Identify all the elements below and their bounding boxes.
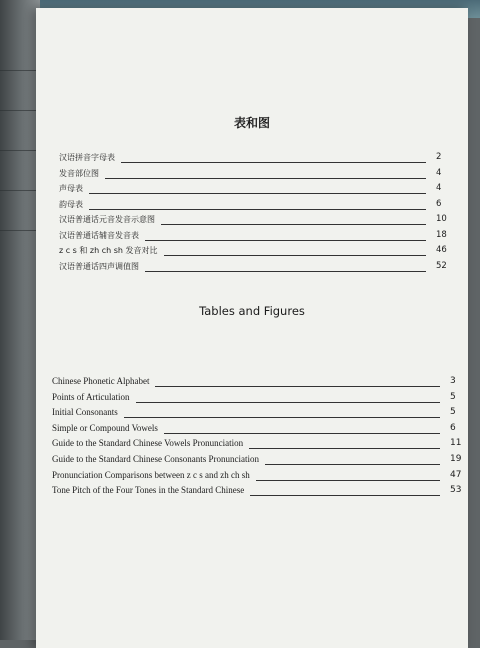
- toc-entry-label: Points of Articulation: [52, 391, 130, 402]
- toc-page-number: 2: [436, 152, 442, 162]
- toc-leader-line: [155, 386, 440, 387]
- binder-edge: [0, 0, 40, 640]
- toc-leader-line: [250, 495, 440, 496]
- toc-entry: [59, 245, 476, 259]
- toc-entry-label: 汉语普通话四声调值图: [59, 261, 139, 271]
- toc-page-number: 52: [436, 260, 447, 271]
- toc-leader-line: [161, 224, 426, 225]
- toc-page-number: 10: [436, 214, 447, 224]
- toc-entry: [59, 199, 476, 213]
- toc-page-number: 19: [450, 454, 462, 464]
- toc-page-number: 4: [436, 167, 442, 178]
- toc-page-number: 3: [450, 376, 456, 386]
- toc-entry: [59, 261, 476, 275]
- toc-entry-label: 汉语普通话辅音发音表: [59, 230, 139, 240]
- toc-leader-line: [136, 402, 440, 403]
- toc-page-number: 53: [450, 485, 462, 496]
- toc-entry-label: 汉语普通话元音发音示意图: [59, 215, 155, 224]
- toc-leader-line: [105, 178, 426, 179]
- page-title-chinese: 表和图: [233, 116, 270, 130]
- toc-entry-label: Chinese Phonetic Alphabet: [52, 376, 150, 386]
- toc-entry: [52, 485, 476, 499]
- toc-entry: [52, 407, 476, 421]
- toc-entry-label: 声母表: [59, 184, 83, 193]
- toc-entry-label: Guide to the Standard Chinese Vowels Pronunciation: [52, 438, 244, 449]
- toc-entry: [59, 214, 476, 228]
- toc-page-number: 11: [450, 438, 462, 449]
- toc-leader-line: [145, 271, 426, 272]
- toc-page-number: 18: [436, 229, 447, 240]
- toc-leader-line: [124, 417, 440, 418]
- toc-leader-line: [89, 209, 426, 210]
- toc-page-number: 4: [436, 183, 442, 193]
- toc-entry-label: 汉语拼音字母表: [59, 153, 115, 162]
- toc-entry: [59, 152, 476, 166]
- book-page: [36, 8, 468, 648]
- toc-page-number: 6: [450, 422, 456, 433]
- toc-entry-label: Simple or Compound Vowels: [52, 422, 158, 433]
- toc-entry: [59, 168, 476, 182]
- toc-entry-label: z c s 和 zh ch sh 发音对比: [59, 246, 158, 255]
- toc-page-number: 6: [436, 198, 442, 209]
- toc-entry-label: Pronunciation Comparisons between z c s and zh ch sh: [52, 469, 250, 480]
- toc-leader-line: [164, 255, 426, 256]
- toc-entry-label: 韵母表: [59, 199, 83, 209]
- toc-entry: [52, 470, 476, 484]
- toc-leader-line: [145, 240, 426, 241]
- toc-entry: [59, 230, 476, 244]
- toc-leader-line: [89, 193, 426, 194]
- toc-leader-line: [256, 480, 440, 481]
- toc-entry: [52, 392, 476, 406]
- toc-entry-label: Initial Consonants: [52, 407, 118, 418]
- toc-page-number: 5: [450, 391, 456, 402]
- toc-leader-line: [249, 448, 440, 449]
- toc-entry: [52, 423, 476, 437]
- toc-leader-line: [265, 464, 440, 465]
- toc-entry-label: Tone Pitch of the Four Tones in the Standard Chinese: [52, 485, 245, 496]
- toc-leader-line: [121, 162, 426, 163]
- toc-entry: [52, 376, 476, 390]
- toc-entry: [52, 438, 476, 452]
- toc-entry-label: Guide to the Standard Chinese Consonants Pronunciation: [52, 454, 259, 464]
- page-title-english: Tables and Figures: [199, 304, 305, 318]
- toc-entry-label: 发音部位图: [59, 168, 99, 178]
- toc-page-number: 5: [450, 407, 456, 418]
- toc-page-number: 47: [450, 469, 462, 480]
- toc-leader-line: [164, 433, 440, 434]
- toc-entry: [52, 454, 476, 468]
- toc-entry: [59, 183, 476, 197]
- toc-page-number: 46: [436, 245, 447, 255]
